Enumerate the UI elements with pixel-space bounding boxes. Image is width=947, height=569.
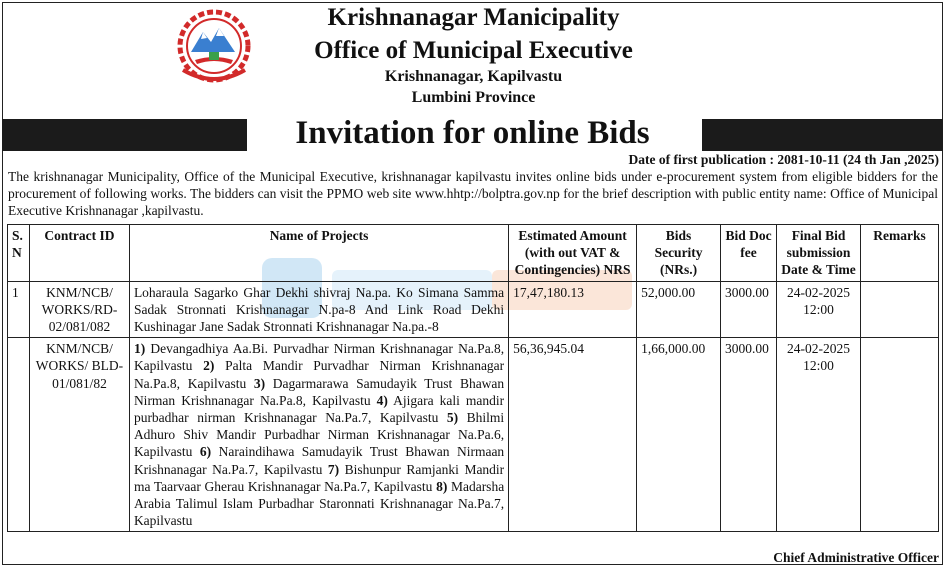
header-bid-security: Bids Security (NRs.) bbox=[637, 225, 721, 282]
row-doc-fee: 3000.00 bbox=[721, 338, 777, 532]
item-number: 7) bbox=[327, 461, 340, 477]
office-name: Office of Municipal Executive bbox=[314, 37, 633, 64]
row-remarks bbox=[861, 338, 939, 532]
row-submission bbox=[777, 338, 861, 532]
item-text: Bishunpur Ramjanki Mandir ma Taarvaar Gherau Krishnanagar Na.Pa.7, Kapilvastu bbox=[133, 461, 505, 494]
intro-paragraph: The krishnanagar Municipality, Office of the Municipal Executive, krishnanagar kapilvastu invites online bids under e-procurement system from eligible bidders for the procurement of following works. The bidders can visit the PPMO web site www.hhtp://bolptra.gov.np for the brief description with public entity name: Office of Municipal Executive Krishnanagar ,kapilvastu. bbox=[8, 169, 938, 218]
row-remarks bbox=[861, 281, 939, 338]
row-submission bbox=[777, 281, 861, 338]
item-number: 8) bbox=[436, 478, 448, 494]
row-sn bbox=[8, 338, 30, 532]
row-security: 1,66,000.00 bbox=[637, 338, 721, 532]
header-submission: Final Bid submission Date & Time bbox=[777, 225, 861, 282]
row-amount: 56,36,945.04 bbox=[509, 338, 637, 532]
item-text: Ajigara kali mandir purbadhar nirman Krishnanagar Na.Pa.7, Kapilvastu bbox=[133, 392, 505, 426]
row-security: 52,000.00 bbox=[637, 281, 721, 338]
row-time: 12:00 bbox=[803, 301, 834, 317]
publication-date: Date of first publication : 2081-10-11 (24 th Jan ,2025) bbox=[628, 152, 939, 167]
table-header-row bbox=[8, 225, 939, 282]
header-remarks: Remarks bbox=[861, 225, 939, 282]
header-estimated-amount: Estimated Amount (with out VAT & Contingencies) NRS bbox=[509, 225, 637, 282]
notice-header bbox=[0, 0, 947, 118]
item-number: 3) bbox=[253, 375, 266, 391]
table-row bbox=[8, 281, 939, 338]
item-text: Bhilmi Adhuro Shiv Mandir Purbadhar Nirman Krishnanagar Na.Pa.6, Kapilvastu bbox=[133, 410, 505, 460]
header-doc-fee: Bid Doc fee bbox=[721, 225, 777, 282]
item-number: 5) bbox=[446, 410, 459, 426]
row-time: 12:00 bbox=[803, 358, 834, 374]
item-number: 6) bbox=[199, 444, 212, 460]
item-text: Palta Mandir Purvadhar Nirman Krishnanagar Na.Pa.8, Kapilvastu bbox=[133, 358, 505, 391]
item-text: Devangadhiya Aa.Bi. Purvadhar Nirman Krishnanagar Na.Pa.8, Kapilvastu bbox=[133, 341, 505, 374]
province-name: Lumbini Province bbox=[411, 89, 536, 106]
row-amount: 17,47,180.13 bbox=[509, 281, 637, 338]
row-date: 24-02-2025 bbox=[787, 284, 851, 300]
title-banner bbox=[2, 115, 943, 151]
row-sn: 1 bbox=[8, 281, 30, 338]
table-row bbox=[8, 338, 939, 532]
row-date: 24-02-2025 bbox=[787, 341, 851, 357]
row-doc-fee: 3000.00 bbox=[721, 281, 777, 338]
item-text: Naraindihawa Samudayik Trust Bhawan Nirmaan Krishnanagar Na.Pa.7, Kapilvastu bbox=[133, 444, 505, 477]
item-number: 1) bbox=[133, 341, 146, 357]
item-text: Dagarmarawa Samudayik Trust Bhawan Nirman Krishnanagar Na.Pa.8, Kapilvastu bbox=[133, 375, 505, 408]
header-sn: S. N bbox=[8, 225, 30, 282]
item-number: 2) bbox=[203, 358, 215, 374]
item-number: 4) bbox=[376, 392, 388, 408]
notice-title: Invitation for online Bids bbox=[295, 115, 650, 151]
header-contract-id: Contract ID bbox=[29, 225, 129, 282]
row-project-name: Loharaula Sagarko Ghar Dekhi shivraj Na.pa. Ko Simana Samma Sadak Stronnati Krishnanagar N.pa-8 And Link Road Dekhi Kushinagar Jane Sadak Stronnati Krishnanagar Na.pa.-8 bbox=[129, 281, 508, 338]
org-name: Krishnanagar Manicipality bbox=[327, 4, 620, 31]
header-project-name: Name of Projects bbox=[129, 225, 508, 282]
office-location: Krishnanagar, Kapilvastu bbox=[384, 68, 563, 85]
row-project-list bbox=[129, 338, 508, 532]
bids-table bbox=[7, 224, 939, 532]
row-contract-id: KNM/NCB/ WORKS/RD- 02/081/082 bbox=[29, 281, 129, 338]
row-contract-id: KNM/NCB/ WORKS/ BLD- 01/081/82 bbox=[29, 338, 129, 532]
item-text: Madarsha Arabia Talimul Islam Purbadhar Staronnati Krishnanagar Na.Pa.7, Kapilvastu bbox=[133, 478, 505, 529]
signatory: Chief Administrative Officer bbox=[773, 550, 939, 565]
